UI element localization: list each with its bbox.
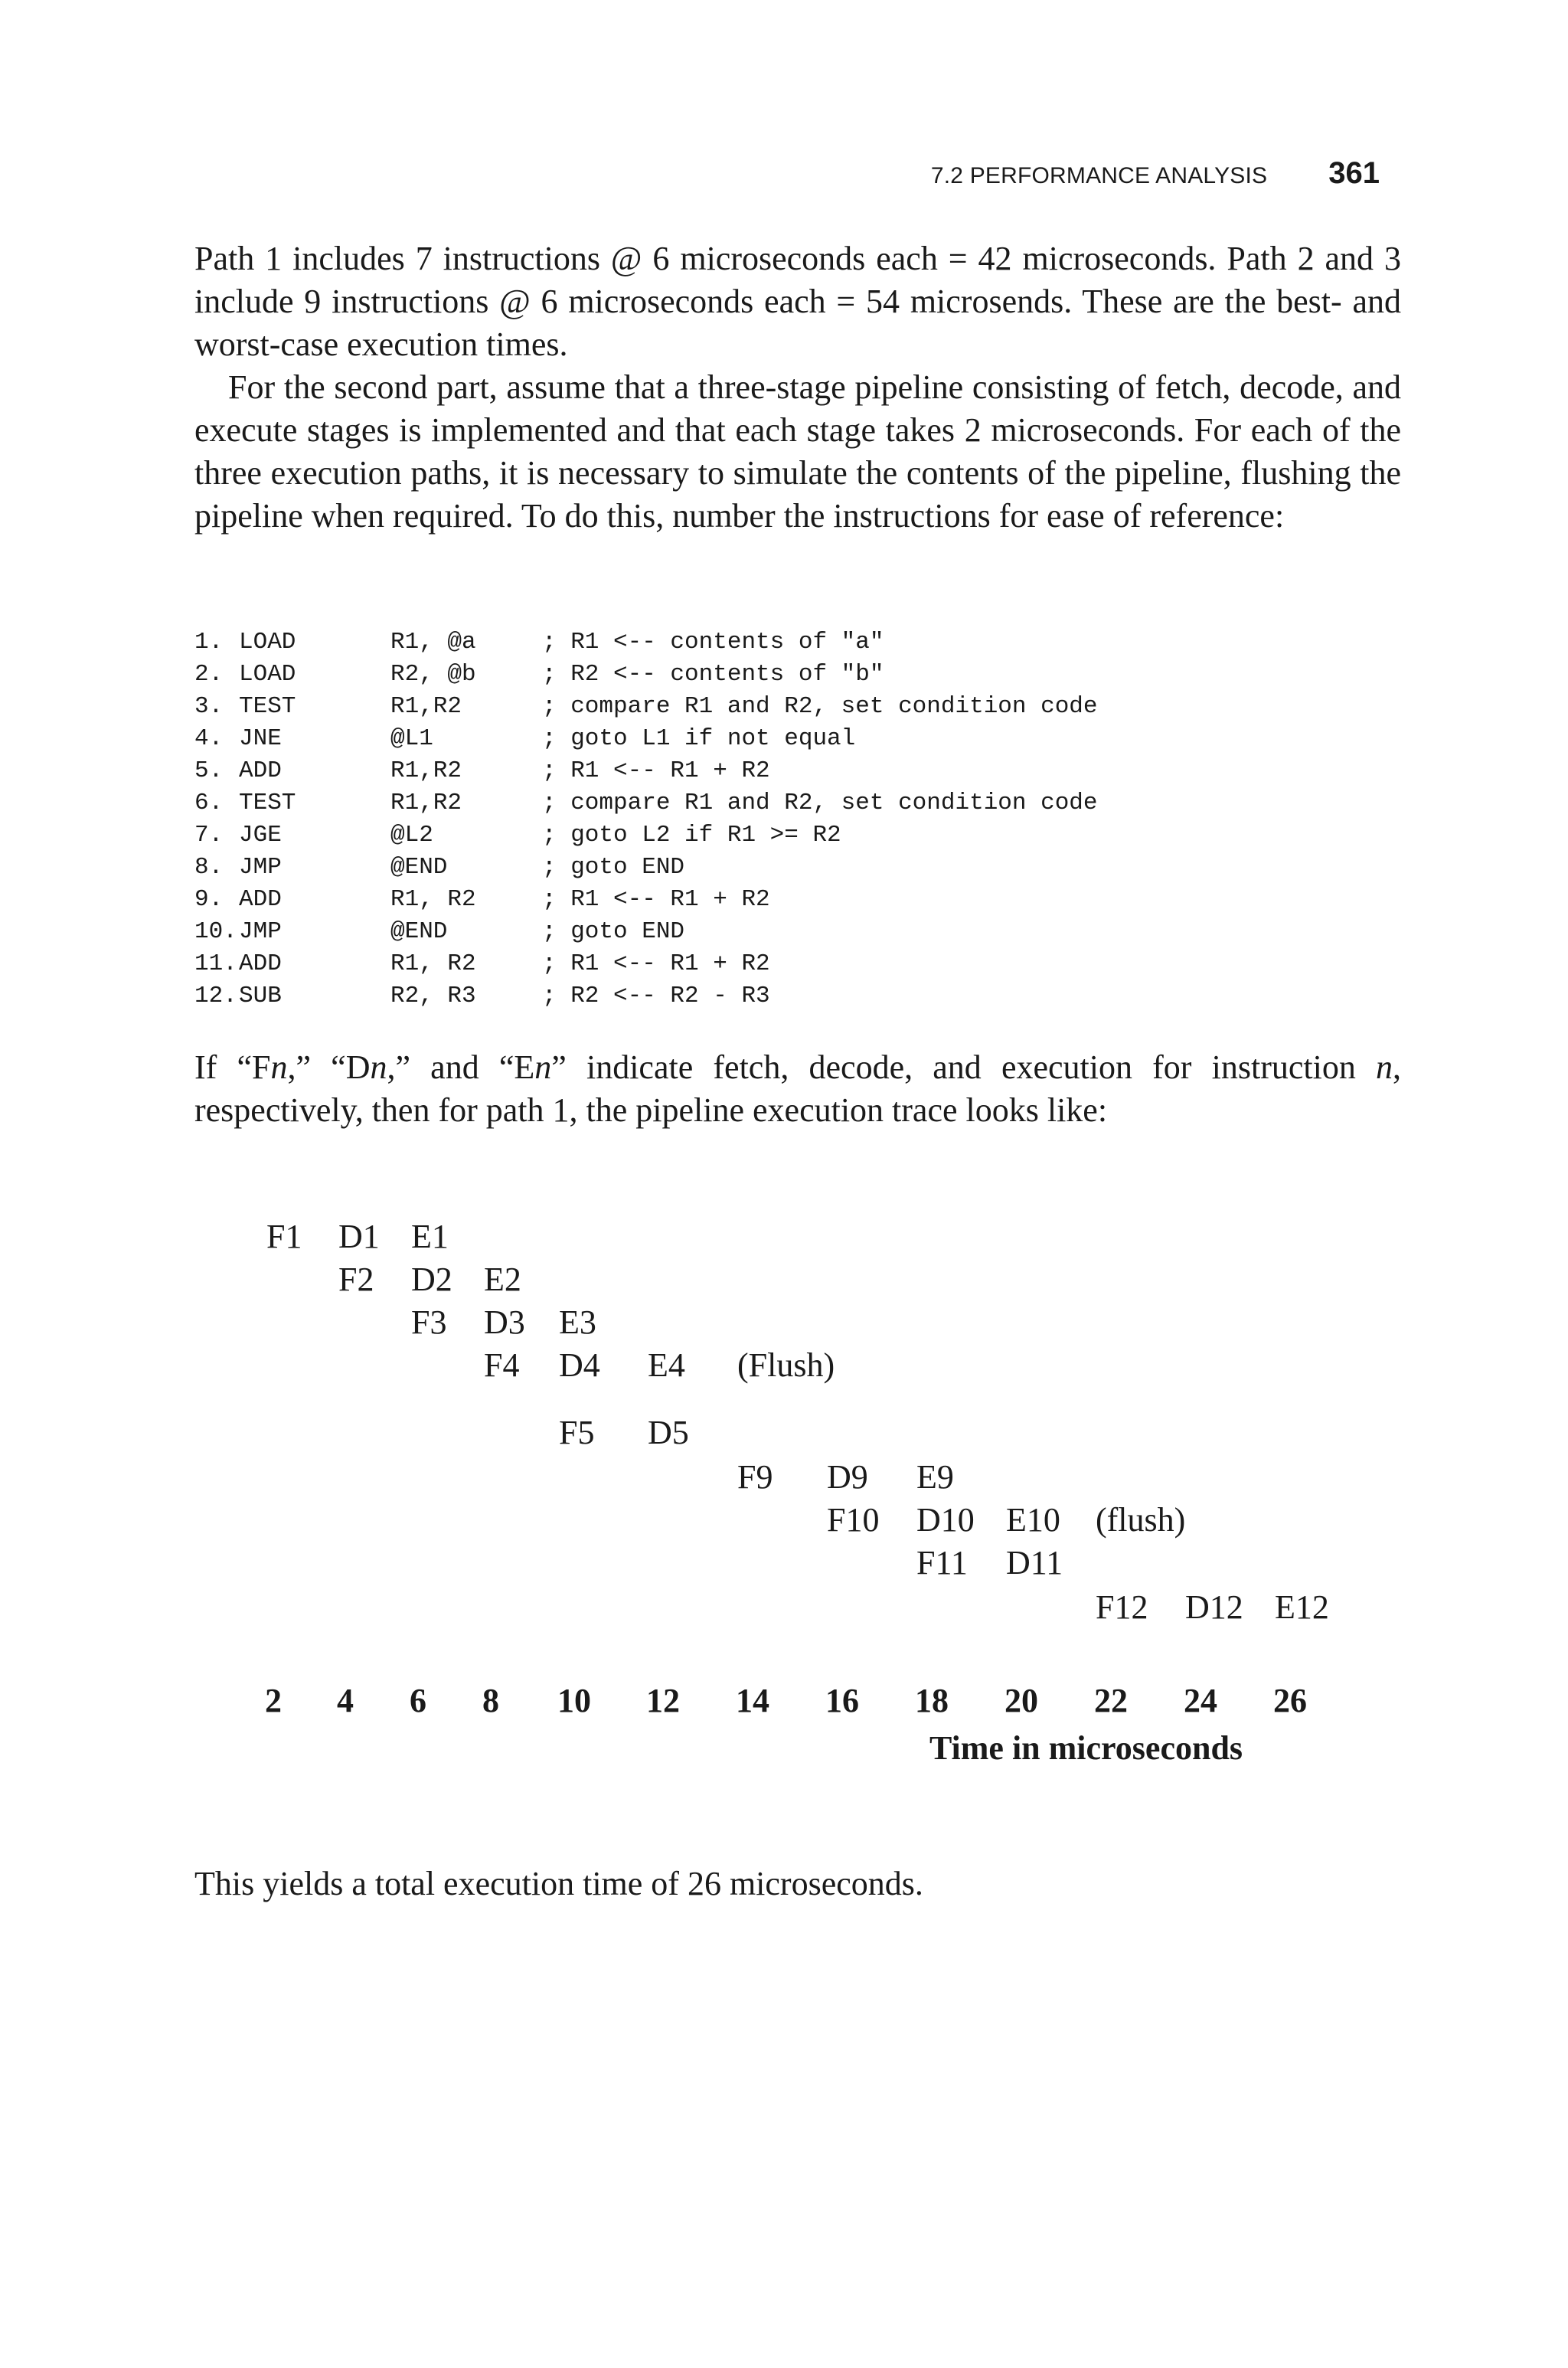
text-run: If “F [194, 1048, 271, 1086]
trace-cell: D9 [827, 1458, 868, 1496]
time-tick: 26 [1273, 1682, 1307, 1719]
code-operands: R2, R3 [390, 983, 476, 1009]
code-opcode: TEST [239, 693, 296, 720]
trace-cell: E10 [1006, 1501, 1060, 1539]
trace-cell: D10 [916, 1501, 975, 1539]
text-run: ” indicate fetch, decode, and execution for instruction [551, 1048, 1376, 1086]
code-comment: ; compare R1 and R2, set condition code [542, 693, 1098, 720]
code-line [194, 787, 1098, 819]
trace-cell: F1 [266, 1218, 302, 1255]
code-comment: ; goto END [542, 854, 685, 881]
code-line [194, 980, 1098, 1012]
code-opcode: JNE [239, 725, 282, 752]
code-operands: R1,R2 [390, 790, 462, 816]
trace-flush-note: (Flush) [737, 1346, 835, 1384]
trace-cell: D1 [338, 1218, 380, 1255]
code-operands: R1,R2 [390, 693, 462, 720]
code-line-number: 9. [194, 886, 224, 913]
code-line-number: 8. [194, 854, 224, 881]
paragraph-trace-intro [194, 1046, 1401, 1132]
trace-cell: F9 [737, 1458, 773, 1496]
code-line-number: 1. [194, 629, 224, 656]
paragraph-path-times: Path 1 includes 7 instructions @ 6 microseconds each = 42 microseconds. Path 2 and 3 include 9 instructions @ 6 microseconds each = 54 microsends. These are the best- and worst-case execution times. [194, 240, 1401, 363]
italic-n: n [370, 1048, 387, 1086]
code-line-number: 12. [194, 983, 237, 1009]
trace-cell: E4 [648, 1346, 685, 1384]
code-line [194, 691, 1098, 723]
code-comment: ; goto L1 if not equal [542, 725, 856, 752]
time-tick: 6 [410, 1682, 426, 1719]
code-operands: R1, R2 [390, 886, 476, 913]
trace-cell: D12 [1185, 1588, 1243, 1626]
time-axis-label: Time in microseconds [929, 1729, 1243, 1767]
trace-cell: D2 [411, 1261, 452, 1298]
code-opcode: ADD [239, 950, 282, 977]
code-line [194, 626, 1098, 659]
code-line-number: 3. [194, 693, 224, 720]
code-line-number: 4. [194, 725, 224, 752]
code-operands: @END [390, 918, 448, 945]
code-operands: R1, @a [390, 629, 476, 656]
code-operands: @L2 [390, 822, 433, 849]
trace-cell: E2 [484, 1261, 521, 1298]
time-tick: 14 [736, 1682, 769, 1719]
running-head [931, 156, 1380, 191]
text-run: ,” “D [287, 1048, 371, 1086]
code-opcode: JMP [239, 918, 282, 945]
code-listing [194, 626, 1098, 1012]
code-comment: ; compare R1 and R2, set condition code [542, 790, 1098, 816]
code-operands: @END [390, 854, 448, 881]
time-tick: 16 [825, 1682, 859, 1719]
code-opcode: JGE [239, 822, 282, 849]
code-comment: ; R1 <-- R1 + R2 [542, 886, 770, 913]
code-line [194, 659, 1098, 691]
code-comment: ; R2 <-- R2 - R3 [542, 983, 770, 1009]
code-line [194, 852, 1098, 884]
code-comment: ; goto END [542, 918, 685, 945]
time-tick: 8 [482, 1682, 499, 1719]
time-tick: 12 [646, 1682, 680, 1719]
italic-n: n [270, 1048, 288, 1086]
text-run: , respectively, then for path 1, the pipeline execution trace looks like: [194, 1048, 1401, 1129]
code-line-number: 5. [194, 757, 224, 784]
trace-cell: D4 [559, 1346, 600, 1384]
code-comment: ; R2 <-- contents of "b" [542, 661, 884, 688]
trace-flush-note: (flush) [1096, 1501, 1186, 1539]
time-tick: 18 [915, 1682, 949, 1719]
code-operands: R1, R2 [390, 950, 476, 977]
code-operands: @L1 [390, 725, 433, 752]
code-opcode: LOAD [239, 629, 296, 656]
code-line-number: 10. [194, 918, 237, 945]
time-tick: 2 [265, 1682, 282, 1719]
paragraph-pipeline-intro: For the second part, assume that a three-stage pipeline consisting of fetch, decode, and execute stages is implemented and that each stage takes 2 microseconds. For each of the three execution paths, it is necessary to simulate the contents of the pipeline, flushing the pipeline when required. To do this, number the instructions for ease of reference: [194, 368, 1401, 535]
code-comment: ; goto L2 if R1 >= R2 [542, 822, 841, 849]
trace-cell: F10 [827, 1501, 880, 1539]
trace-cell: D3 [484, 1303, 525, 1341]
text-run: ,” and “E [387, 1048, 535, 1086]
code-line-number: 2. [194, 661, 224, 688]
time-tick: 4 [337, 1682, 354, 1719]
trace-cell: F4 [484, 1346, 520, 1384]
code-line [194, 755, 1098, 787]
time-tick: 24 [1184, 1682, 1217, 1719]
code-line [194, 916, 1098, 948]
code-line [194, 884, 1098, 916]
time-tick: 20 [1004, 1682, 1038, 1719]
trace-cell: F2 [338, 1261, 374, 1298]
code-opcode: ADD [239, 886, 282, 913]
code-opcode: JMP [239, 854, 282, 881]
paragraph-total-time: This yields a total execution time of 26 microseconds. [194, 1865, 923, 1902]
code-comment: ; R1 <-- contents of "a" [542, 629, 884, 656]
code-operands: R2, @b [390, 661, 476, 688]
trace-cell: F5 [559, 1414, 595, 1451]
time-tick: 22 [1094, 1682, 1128, 1719]
code-opcode: TEST [239, 790, 296, 816]
page-number: 361 [1328, 156, 1380, 190]
trace-cell: E3 [559, 1303, 596, 1341]
trace-cell: F12 [1096, 1588, 1148, 1626]
code-line-number: 7. [194, 822, 224, 849]
trace-cell: D11 [1006, 1544, 1063, 1581]
italic-n: n [1376, 1048, 1393, 1086]
trace-cell: E12 [1275, 1588, 1329, 1626]
code-opcode: LOAD [239, 661, 296, 688]
code-comment: ; R1 <-- R1 + R2 [542, 950, 770, 977]
trace-cell: F3 [411, 1303, 447, 1341]
code-operands: R1,R2 [390, 757, 462, 784]
code-opcode: ADD [239, 757, 282, 784]
trace-cell: E9 [916, 1458, 954, 1496]
code-line-number: 11. [194, 950, 237, 977]
trace-cell: E1 [411, 1218, 449, 1255]
code-opcode: SUB [239, 983, 282, 1009]
code-line [194, 948, 1098, 980]
code-line-number: 6. [194, 790, 224, 816]
code-comment: ; R1 <-- R1 + R2 [542, 757, 770, 784]
code-line [194, 819, 1098, 852]
trace-cell: D5 [648, 1414, 689, 1451]
code-line [194, 723, 1098, 755]
time-tick: 10 [557, 1682, 591, 1719]
trace-cell: F11 [916, 1544, 968, 1581]
italic-n: n [534, 1048, 552, 1086]
section-title: 7.2 PERFORMANCE ANALYSIS [930, 163, 1268, 188]
